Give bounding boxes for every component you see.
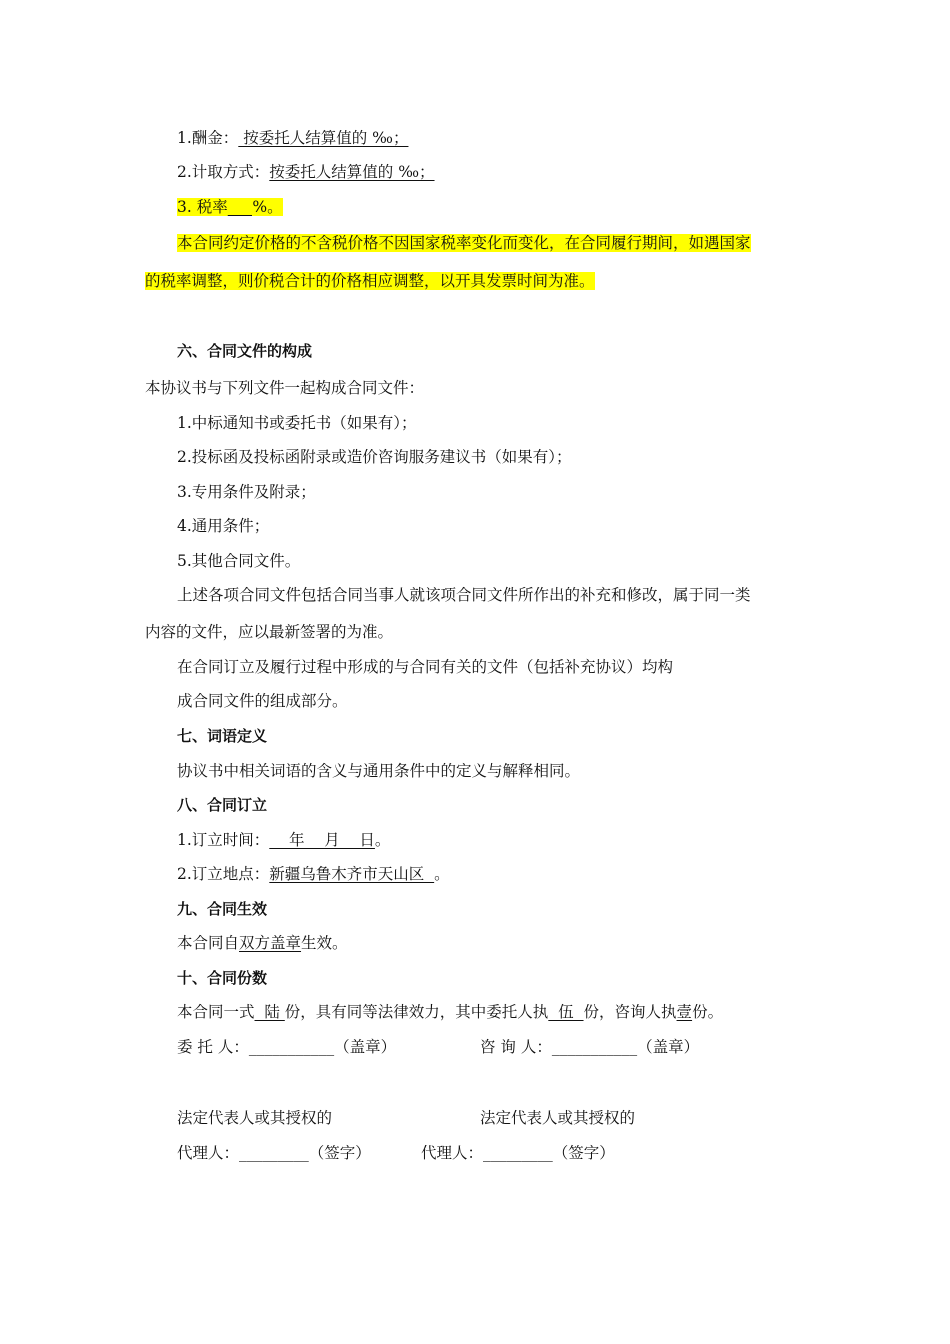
section-9-text: 本合同自双方盖章生效。	[177, 934, 348, 952]
fee-item-3	[177, 196, 283, 218]
section-6-para-1-line-2: 内容的文件，应以最新签署的为准。	[145, 623, 394, 641]
section-6-item-3: 3.专用条件及附录；	[177, 483, 316, 501]
client-agent-sign-line: 代理人：_________（签字）	[177, 1144, 371, 1162]
section-6-intro: 本协议书与下列文件一起构成合同文件：	[145, 379, 425, 397]
section-8-heading: 八、合同订立	[177, 796, 268, 814]
fee-item-3-tax-label: 税率	[191, 198, 228, 216]
fee-item-1-label: 1.酬金：	[177, 129, 239, 147]
consultant-rep-label: 法定代表人或其授权的	[480, 1109, 636, 1127]
signing-place-fill: 新疆乌鲁木齐市天山区	[269, 865, 435, 883]
signing-time-fill: 年 月 日	[269, 831, 375, 849]
tax-note-line-2: 的税率调整，则价税合计的价格相应调整，以开具发票时间为准。	[145, 272, 595, 290]
fee-item-1-fill: 按委托人结算值的 ‰；	[238, 129, 409, 147]
client-copies-fill: 伍	[548, 1003, 584, 1021]
section-6-item-5: 5.其他合同文件。	[177, 552, 301, 570]
total-copies-fill: 陆	[254, 1003, 285, 1021]
fee-item-2	[177, 161, 435, 183]
section-6-item-1: 1.中标通知书或委托书（如果有）；	[177, 414, 417, 432]
client-seal-line: 委 托 人：___________（盖章）	[177, 1038, 397, 1056]
section-6-heading: 六、合同文件的构成	[177, 342, 313, 360]
section-6-para-2-line-1: 在合同订立及履行过程中形成的与合同有关的文件（包括补充协议）均构	[177, 658, 674, 676]
section-6-para-2-line-2: 成合同文件的组成部分。	[177, 692, 348, 710]
consultant-seal-line: 咨 询 人：___________（盖章）	[480, 1038, 700, 1056]
section-7-heading: 七、词语定义	[177, 727, 268, 745]
fee-item-3-suffix: %。	[252, 198, 283, 216]
section-6-para-1-line-1: 上述各项合同文件包括合同当事人就该项合同文件所作出的补充和修改，属于同一类	[177, 586, 751, 604]
effective-condition-fill: 双方盖章	[239, 934, 302, 952]
section-6-item-4: 4.通用条件；	[177, 517, 270, 535]
section-7-text: 协议书中相关词语的含义与通用条件中的定义与解释相同。	[177, 762, 581, 780]
signing-time: 1.订立时间： 年 月 日。	[177, 831, 391, 849]
fee-item-2-fill: 按委托人结算值的 ‰；	[269, 163, 435, 181]
fee-item-1	[177, 127, 408, 149]
consultant-copies-fill: 壹	[676, 1003, 693, 1021]
tax-note-line-1: 本合同约定价格的不含税价格不因国家税率变化而变化，在合同履行期间，如遇国家	[177, 234, 751, 252]
fee-item-3-tax-blank	[228, 198, 253, 216]
fee-item-2-label: 2.计取方式：	[177, 163, 270, 181]
consultant-agent-sign-line: 代理人：_________（签字）	[421, 1144, 615, 1162]
section-6-item-2: 2.投标函及投标函附录或造价咨询服务建议书（如果有）；	[177, 448, 572, 466]
client-rep-label: 法定代表人或其授权的	[177, 1109, 333, 1127]
section-9-heading: 九、合同生效	[177, 900, 268, 918]
fee-item-3-number: 3.	[177, 198, 192, 216]
signing-place: 2.订立地点：新疆乌鲁木齐市天山区 。	[177, 865, 450, 883]
section-10-text: 本合同一式 陆 份，具有同等法律效力，其中委托人执 伍 份，咨询人执壹份。	[177, 1003, 724, 1021]
section-10-heading: 十、合同份数	[177, 969, 268, 987]
